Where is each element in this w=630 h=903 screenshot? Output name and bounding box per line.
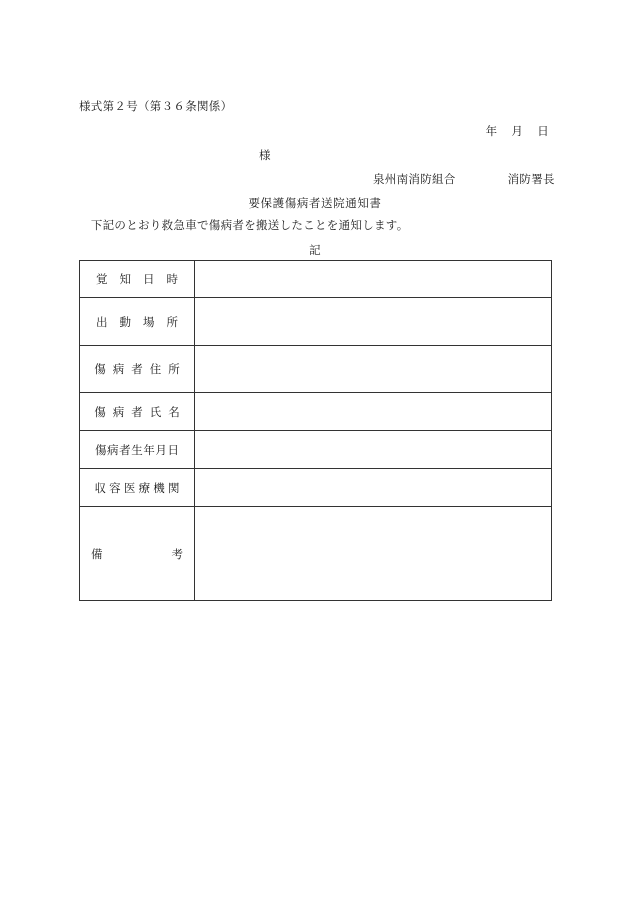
row-label [80,431,195,469]
row-value[interactable] [195,393,552,431]
date-day-label: 日 [537,124,549,138]
date-line [472,124,549,138]
row-label [80,393,195,431]
notice-text [79,218,409,232]
row-value[interactable] [195,346,552,393]
table-row [80,261,552,298]
date-year-label: 年 [485,124,498,138]
row-label [80,507,195,601]
table-row [80,346,552,393]
form-number: 様式第２号（第３６条関係） [79,99,233,113]
label-kakuchi-nichiji: 覚知日時 [96,272,190,286]
label-patient-address: 傷病者住所 [94,362,187,376]
label-remarks [91,546,183,562]
record-table [79,260,552,601]
notice-body: 下記のとおり救急車で傷病者を搬送したことを通知します。 [90,218,409,232]
sender-line [373,172,555,186]
row-value[interactable] [195,261,552,298]
row-label [80,469,195,507]
table-row [80,393,552,431]
row-label [80,346,195,393]
ki-marker: 記 [309,243,321,257]
remarks-char-first: 備 [91,546,103,561]
row-value[interactable] [195,469,552,507]
sender-title: 消防署長 [507,172,555,186]
row-value[interactable] [195,431,552,469]
label-shutsudou-basho: 出動場所 [96,314,190,329]
table-row [80,431,552,469]
notice-indent [79,218,91,232]
remarks-char-last: 考 [171,546,183,561]
label-receiving-hospital: 収容医療機関 [94,480,183,495]
table-row [80,507,552,601]
document-title: 要保護傷病者送院通知書 [248,196,382,210]
label-patient-name: 傷病者氏名 [94,404,187,419]
remarks-value[interactable] [195,507,552,601]
table-row [80,298,552,346]
row-label [80,261,195,298]
date-month-label: 月 [511,124,524,138]
table-row [80,469,552,507]
sender-org: 泉州南消防組合 [373,172,456,186]
addressee-honorific: 様 [259,148,271,162]
label-patient-birthdate: 傷病者生年月日 [94,442,180,457]
row-label [80,298,195,346]
row-value[interactable] [195,298,552,346]
